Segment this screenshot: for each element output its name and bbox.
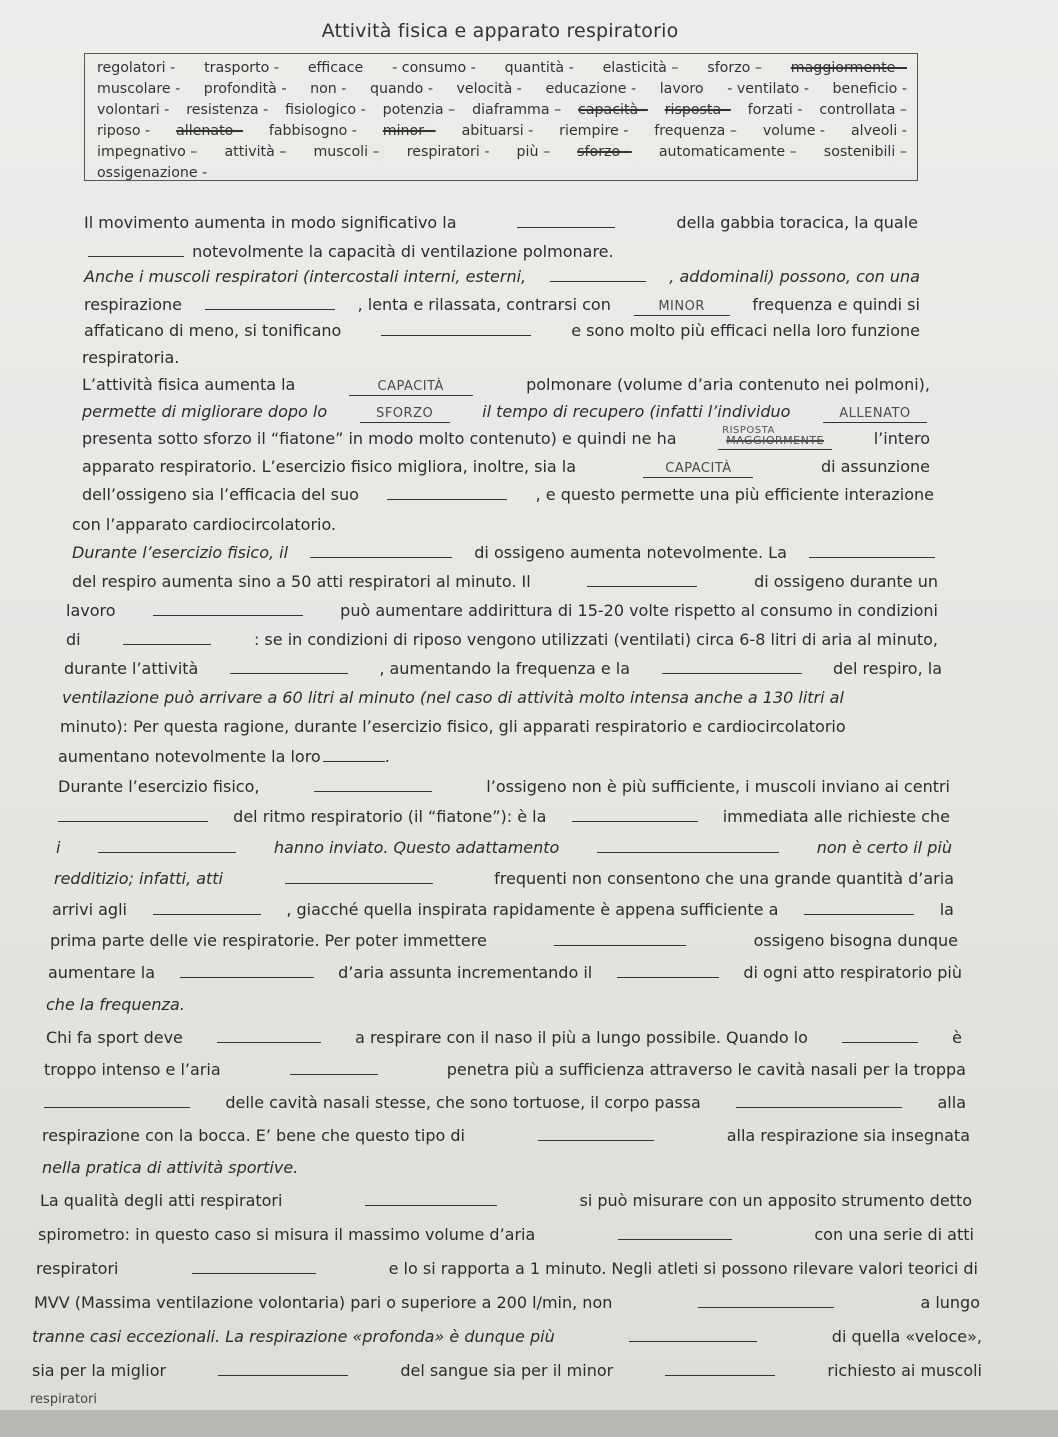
fill-blank[interactable] <box>98 838 236 853</box>
fill-blank[interactable] <box>153 601 303 616</box>
text-segment: , giacché quella inspirata rapidamente è appena sufficiente a <box>286 900 779 919</box>
table-surface <box>0 1410 1058 1437</box>
text-segment: aumentare la <box>48 963 155 982</box>
word-bank-word: muscolare - <box>97 81 181 97</box>
text-segment: notevolmente la capacità di ventilazione polmonare. <box>192 242 614 261</box>
word-bank-word: efficace <box>307 60 364 76</box>
paragraph-4-line-6 <box>62 687 844 709</box>
word-bank-word: forzati - <box>747 102 803 118</box>
text-segment: richiesto ai muscoli <box>827 1361 982 1380</box>
word-bank-word: quando - <box>369 81 433 97</box>
handwritten-answer[interactable]: MINOR <box>634 299 730 316</box>
text-segment: l’ossigeno non è più sufficiente, i muscoli inviano ai centri <box>486 777 950 796</box>
paragraph-6-line-2 <box>44 1059 966 1081</box>
text-segment: del respiro aumenta sino a 50 atti respiratori al minuto. Il <box>72 572 531 591</box>
text-segment: ossigeno bisogna dunque <box>753 931 958 950</box>
text-segment: delle cavità nasali stesse, che sono tortuose, il corpo passa <box>225 1093 701 1112</box>
text-segment: prima parte delle vie respiratorie. Per poter immettere <box>50 931 487 950</box>
word-bank-word-crossed: maggiormente – <box>790 60 907 76</box>
paragraph-2-line-3 <box>84 320 920 342</box>
text-segment: nella pratica di attività sportive. <box>42 1158 299 1177</box>
paragraph-3-line-5 <box>82 484 934 506</box>
text-segment: e sono molto più efficaci nella loro funzione <box>571 321 920 340</box>
fill-blank[interactable] <box>230 659 348 674</box>
text-segment: , aumentando la frequenza e la <box>379 659 631 678</box>
word-bank-word: beneficio - <box>832 81 907 97</box>
text-segment: lavoro <box>66 601 116 620</box>
text-segment: di ossigeno durante un <box>754 572 938 591</box>
word-bank-word: educazione - <box>545 81 637 97</box>
fill-blank[interactable] <box>538 1126 654 1141</box>
word-bank-word: frequenza – <box>654 123 737 139</box>
word-bank-line-4 <box>97 121 907 142</box>
word-bank-word: - ventilato - <box>727 81 809 97</box>
word-bank-word: elasticità – <box>602 60 679 76</box>
text-segment: della gabbia toracica, la quale <box>676 213 918 232</box>
paragraph-5-line-6 <box>50 930 958 952</box>
text-segment: Il movimento aumenta in modo significativo la <box>84 213 457 232</box>
text-segment: respirazione <box>84 295 183 314</box>
text-segment: con una serie di atti <box>814 1225 974 1244</box>
word-bank-word-crossed: sforzo – <box>577 144 632 160</box>
fill-blank[interactable] <box>662 659 802 674</box>
fill-blank[interactable] <box>88 242 184 257</box>
paragraph-2-line-2 <box>84 294 920 316</box>
paragraph-3-line-6 <box>72 514 336 536</box>
word-bank-line-1 <box>97 58 907 79</box>
word-bank-word: lavoro <box>659 81 704 97</box>
paragraph-1-line-2 <box>88 241 614 263</box>
paragraph-5-line-2 <box>58 806 950 828</box>
text-segment: alla respirazione sia insegnata <box>726 1126 970 1145</box>
text-segment: dell’ossigeno sia l’efficacia del suo <box>82 485 359 504</box>
fill-blank[interactable] <box>842 1028 918 1043</box>
fill-blank[interactable] <box>517 213 615 228</box>
paragraph-5-line-3 <box>56 837 952 859</box>
text-segment: redditizio; infatti, atti <box>54 869 223 888</box>
text-segment: minuto): Per questa ragione, durante l’esercizio fisico, gli apparati respiratorio e cardiocircolatorio <box>60 717 846 736</box>
fill-blank[interactable] <box>205 295 335 310</box>
text-segment: hanno inviato. Questo adattamento <box>273 838 560 857</box>
word-bank-word: attività – <box>224 144 287 160</box>
text-segment: del respiro, la <box>833 659 942 678</box>
text-segment: del ritmo respiratorio (il “fiatone”): è la <box>233 807 547 826</box>
text-segment: aumentano notevolmente la loro <box>58 747 321 766</box>
handwritten-answer: RISPOSTA <box>722 425 775 436</box>
paragraph-7-line-6 <box>32 1360 982 1382</box>
text-segment: spirometro: in questo caso si misura il massimo volume d’aria <box>38 1225 536 1244</box>
word-bank-word: fabbisogno - <box>268 123 357 139</box>
text-segment: respirazione con la bocca. E’ bene che questo tipo di <box>42 1126 465 1145</box>
word-bank-word: fisiologico - <box>285 102 366 118</box>
paragraph-4-line-4 <box>66 629 938 651</box>
word-bank-line-2 <box>97 79 907 100</box>
text-segment: i <box>56 838 61 857</box>
text-segment: respiratori <box>30 1392 98 1407</box>
paragraph-5-line-7 <box>48 962 962 984</box>
text-segment: polmonare (volume d’aria contenuto nei polmoni), <box>526 375 930 394</box>
word-bank-word-crossed: minor – <box>382 123 436 139</box>
fill-blank[interactable] <box>804 900 914 915</box>
text-segment: Durante l’esercizio fisico, il <box>72 543 289 562</box>
paragraph-5-line-4 <box>54 868 954 890</box>
word-bank-word: volume - <box>762 123 826 139</box>
fill-blank[interactable] <box>550 267 646 282</box>
text-segment: MVV (Massima ventilazione volontaria) pari o superiore a 200 l/min, non <box>34 1293 613 1312</box>
paragraph-4-line-1 <box>72 542 938 564</box>
paragraph-4-line-8 <box>58 746 390 768</box>
text-segment: Anche i muscoli respiratori (intercostali interni, esterni, <box>84 267 527 286</box>
fill-blank[interactable] <box>387 485 507 500</box>
fill-blank[interactable] <box>618 1225 732 1240</box>
text-segment: respiratori <box>36 1259 119 1278</box>
word-bank-word: abituarsi - <box>461 123 534 139</box>
handwritten-answer-group[interactable] <box>718 425 832 450</box>
fill-blank[interactable] <box>629 1327 757 1342</box>
text-segment: che la frequenza. <box>46 995 185 1014</box>
handwritten-answer[interactable]: CAPACITÀ <box>349 379 473 396</box>
paragraph-4-line-2 <box>72 571 938 593</box>
word-bank-word: quantità - <box>504 60 574 76</box>
fill-blank[interactable] <box>597 838 779 853</box>
fill-blank[interactable] <box>180 963 314 978</box>
text-segment: . <box>384 747 390 766</box>
text-segment: ventilazione può arrivare a 60 litri al minuto (nel caso di attività molto intensa anche a 130 litri al <box>62 688 844 707</box>
text-segment: : se in condizioni di riposo vengono utilizzati (ventilati) circa 6-8 litri di aria al minuto, <box>253 630 938 649</box>
paragraph-3-line-1 <box>82 374 930 396</box>
word-bank-word: più – <box>516 144 551 160</box>
text-segment: apparato respiratorio. L’esercizio fisico migliora, inoltre, sia la <box>82 457 577 476</box>
word-bank-word-crossed: allenato - <box>176 123 243 139</box>
text-segment: troppo intenso e l’aria <box>44 1060 221 1079</box>
fill-blank[interactable] <box>123 630 211 645</box>
text-segment: , addominali) possono, con una <box>669 267 920 286</box>
text-segment: immediata alle richieste che <box>722 807 950 826</box>
word-bank-word: - consumo - <box>392 60 476 76</box>
text-segment: Durante l’esercizio fisico, <box>58 777 260 796</box>
word-bank-word: potenzia – <box>382 102 456 118</box>
text-segment: a respirare con il naso il più a lungo possibile. Quando lo <box>355 1028 808 1047</box>
paragraph-3-line-4 <box>82 456 930 478</box>
word-bank-word: non - <box>310 81 347 97</box>
text-segment: a lungo <box>920 1293 980 1312</box>
text-segment: di ogni atto respiratorio più <box>743 963 962 982</box>
text-segment: frequenza e quindi si <box>752 295 920 314</box>
paragraph-7-line-1 <box>40 1190 972 1212</box>
text-segment: è <box>952 1028 962 1047</box>
paragraph-5-line-8 <box>46 994 185 1016</box>
text-segment: il tempo di recupero (infatti l’individuo <box>482 402 791 421</box>
fill-blank[interactable] <box>572 807 698 822</box>
paragraph-4-line-7 <box>60 716 846 738</box>
fill-blank[interactable] <box>153 900 261 915</box>
word-bank-word: trasporto - <box>204 60 279 76</box>
paragraph-5-line-1 <box>58 776 950 798</box>
word-bank-word: regolatori - <box>97 60 176 76</box>
word-bank-word: volontari - <box>97 102 170 118</box>
fill-blank[interactable] <box>218 1361 348 1376</box>
text-segment: durante l’attività <box>64 659 199 678</box>
fill-blank[interactable] <box>58 807 208 822</box>
paragraph-6-line-4 <box>42 1125 970 1147</box>
text-segment: , lenta e rilassata, contrarsi con <box>357 295 611 314</box>
paragraph-6-line-1 <box>46 1027 962 1049</box>
text-segment: di quella «veloce», <box>831 1327 982 1346</box>
paragraph-2-line-4 <box>82 347 179 369</box>
fill-blank[interactable] <box>809 543 935 558</box>
paragraph-7-line-4 <box>34 1292 980 1314</box>
text-segment: con l’apparato cardiocircolatorio. <box>72 515 337 534</box>
word-bank-box <box>84 53 918 181</box>
paragraph-6-line-5 <box>42 1157 298 1179</box>
text-segment: , e questo permette una più efficiente interazione <box>535 485 934 504</box>
text-segment: si può misurare con un apposito strumento detto <box>579 1191 972 1210</box>
fill-blank[interactable] <box>310 543 452 558</box>
paragraph-3-line-3 <box>82 425 930 450</box>
word-bank-word: diaframma – <box>472 102 562 118</box>
text-segment: può aumentare addirittura di 15-20 volte rispetto al consumo in condizioni <box>340 601 938 620</box>
fill-blank[interactable] <box>587 572 697 587</box>
word-bank-word: riposo - <box>97 123 151 139</box>
paragraph-6-line-3 <box>44 1092 966 1114</box>
paragraph-4-line-3 <box>66 600 938 622</box>
word-bank-word-crossed: capacità - <box>578 102 648 118</box>
paragraph-2-line-1 <box>84 266 920 288</box>
word-bank-word: sostenibili – <box>823 144 907 160</box>
word-bank-word: alveoli - <box>850 123 907 139</box>
text-segment: La qualità degli atti respiratori <box>40 1191 283 1210</box>
text-segment: Chi fa sport deve <box>46 1028 183 1047</box>
fill-blank[interactable] <box>665 1361 775 1376</box>
text-segment: del sangue sia per il minor <box>400 1361 614 1380</box>
word-bank-word: respiratori - <box>406 144 490 160</box>
fill-blank[interactable] <box>698 1293 834 1308</box>
fill-blank[interactable] <box>617 963 719 978</box>
word-bank-word: velocità - <box>456 81 522 97</box>
word-bank-word: muscoli – <box>313 144 380 160</box>
page-title: Attività fisica e apparato respiratorio <box>321 20 679 42</box>
text-segment: tranne casi eccezionali. La respirazione «profonda» è dunque più <box>32 1327 555 1346</box>
word-bank-word: automaticamente – <box>658 144 797 160</box>
paragraph-5-line-5 <box>52 899 954 921</box>
word-bank-word: profondità - <box>203 81 287 97</box>
text-segment: permette di migliorare dopo lo <box>82 402 328 421</box>
word-bank-word: impegnativo – <box>97 144 198 160</box>
word-bank-word-crossed: risposta - <box>664 102 731 118</box>
text-segment: di ossigeno aumenta notevolmente. La <box>474 543 787 562</box>
fill-blank[interactable] <box>290 1060 378 1075</box>
paragraph-1-line-1 <box>84 212 918 234</box>
text-segment: la <box>939 900 954 919</box>
paragraph-7-line-7 <box>30 1392 97 1408</box>
fill-blank[interactable] <box>285 869 433 884</box>
paragraph-7-line-3 <box>36 1258 978 1280</box>
fill-blank[interactable] <box>44 1093 190 1108</box>
handwritten-answer[interactable]: ALLENATO <box>823 406 927 423</box>
fill-blank[interactable] <box>314 777 432 792</box>
fill-blank[interactable] <box>217 1028 321 1043</box>
text-segment: di assunzione <box>820 457 930 476</box>
paragraph-3-line-2 <box>82 401 930 423</box>
text-segment: di <box>66 630 81 649</box>
text-segment: penetra più a sufficienza attraverso le cavità nasali per la troppa <box>446 1060 966 1079</box>
word-bank-word: ossigenazione - <box>97 165 208 181</box>
word-bank-line-3 <box>97 100 907 121</box>
word-bank-line-6 <box>97 163 907 184</box>
text-segment: respiratoria. <box>82 348 180 367</box>
text-segment: non è certo il più <box>816 838 952 857</box>
text-segment: e lo si rapporta a 1 minuto. Negli atleti si possono rilevare valori teorici di <box>388 1259 978 1278</box>
text-segment: L’attività fisica aumenta la <box>82 375 296 394</box>
text-segment: affaticano di meno, si tonificano <box>84 321 342 340</box>
fill-blank[interactable] <box>323 747 385 762</box>
word-bank-word: controllata – <box>819 102 907 118</box>
text-segment: l’intero <box>873 429 930 448</box>
fill-blank[interactable] <box>554 931 686 946</box>
word-bank-line-5 <box>97 142 907 163</box>
text-segment: presenta sotto sforzo il “fiatone” in modo molto contenuto) e quindi ne ha <box>82 429 677 448</box>
text-segment: d’aria assunta incrementando il <box>338 963 593 982</box>
word-bank-word: sforzo – <box>707 60 762 76</box>
paragraph-7-line-2 <box>38 1224 974 1246</box>
paragraph-4-line-5 <box>64 658 942 680</box>
text-segment: arrivi agli <box>52 900 127 919</box>
handwritten-answer-crossed: MAGGIORMENTE <box>726 434 824 447</box>
fill-blank[interactable] <box>365 1191 497 1206</box>
word-bank-word: riempire - <box>559 123 629 139</box>
text-segment: sia per la miglior <box>32 1361 167 1380</box>
fill-blank[interactable] <box>736 1093 902 1108</box>
fill-blank[interactable] <box>192 1259 316 1274</box>
paragraph-7-line-5 <box>32 1326 982 1348</box>
fill-blank[interactable] <box>381 321 531 336</box>
handwritten-answer[interactable]: SFORZO <box>360 406 450 423</box>
handwritten-answer[interactable]: CAPACITÀ <box>643 461 753 478</box>
text-segment: alla <box>937 1093 966 1112</box>
text-segment: frequenti non consentono che una grande quantità d’aria <box>494 869 954 888</box>
word-bank-word: resistenza - <box>186 102 269 118</box>
